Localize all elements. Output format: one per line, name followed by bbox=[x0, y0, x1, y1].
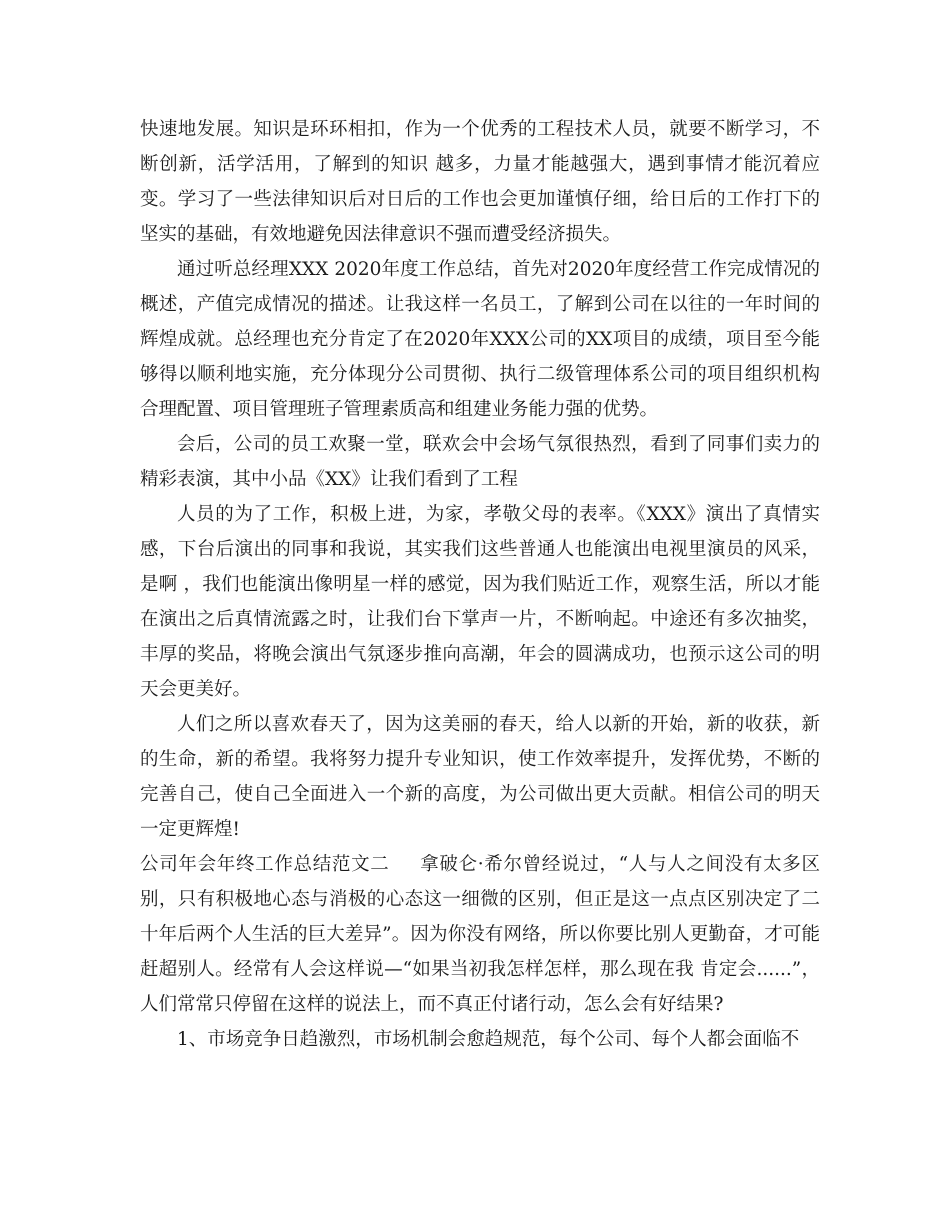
heading-paragraph bbox=[140, 847, 820, 1022]
paragraph-2: 通过听总经理XXX 2020年度工作总结，首先对2020年度经营工作完成情况的概述，产值完成情况的描述。让我这样一名员工，了解到公司在以往的一年时间的辉煌成就。总经理也充分肯定了在2020年XXX公司的XX项目的成绩，项目至今能够得以顺利地实施，充分体现分公司贯彻、执行二级管理体系公司的项目组织机构合理配置、项目管理班子管理素质高和组建业务能力强的优势。 bbox=[140, 259, 820, 420]
paragraph-1: 快速地发展。知识是环环相扣，作为一个优秀的工程技术人员，就要不断学习，不断创新，活学活用，了解到的知识 越多，力量才能越强大，遇到事情才能沉着应变。学习了一些法律知识后对日后的工作也会更加谨慎仔细，给日后的工作打下的坚实的基础，有效地避免因法律意识不强而遭受经济损失。 bbox=[140, 119, 820, 245]
paragraph-5: 人们之所以喜欢春天了，因为这美丽的春天，给人以新的开始，新的收获，新的生命，新的希望。我将努力提升专业知识，使工作效率提升，发挥优势，不断的完善自己，使自己全面进入一个新的高度，为公司做出更大贡献。相信公司的明天一定更辉煌! bbox=[140, 714, 820, 840]
section-heading: 公司年会年终工作总结范文二 bbox=[140, 854, 390, 875]
paragraph-last: 1、市场竞争日趋激烈，市场机制会愈趋规范，每个公司、每个人都会面临不 bbox=[177, 1029, 800, 1050]
paragraph-4: 人员的为了工作，积极上进，为家，孝敬父母的表率。《XXX》演出了真情实感，下台后演出的同事和我说，其实我们这些普通人也能演出电视里演员的风采，是啊 ，我们也能演出像明星一样的感觉，因为我们贴近工作，观察生活，所以才能在演出之后真情流露之时，让我们台下掌声一片，不断响起。中途还有多次抽奖，丰厚的奖品，将晚会演出气氛逐步推向高潮，年会的圆满成功，也预示这公司的明天会更美好。 bbox=[140, 504, 820, 700]
document-page bbox=[140, 112, 820, 1057]
heading-paragraph-text: 拿破仑·希尔曾经说过，“人与人之间没有太多区别，只有积极地心态与消极的心态这一细微的区别，但正是这一点点区别决定了二十年后两个人生活的巨大差异”。因为你没有网络，所以你要比别人更勤奋，才可能赶超别人。经常有人会这样说—“如果当初我怎样怎样，那么现在我 肯定会......”，人们常常只停留在这样的说法上，而不真正付诸行动，怎么会有好结果? bbox=[140, 854, 820, 1015]
paragraph-3: 会后，公司的员工欢聚一堂，联欢会中会场气氛很热烈，看到了同事们卖力的精彩表演，其中小品《XX》让我们看到了工程 bbox=[140, 434, 820, 490]
